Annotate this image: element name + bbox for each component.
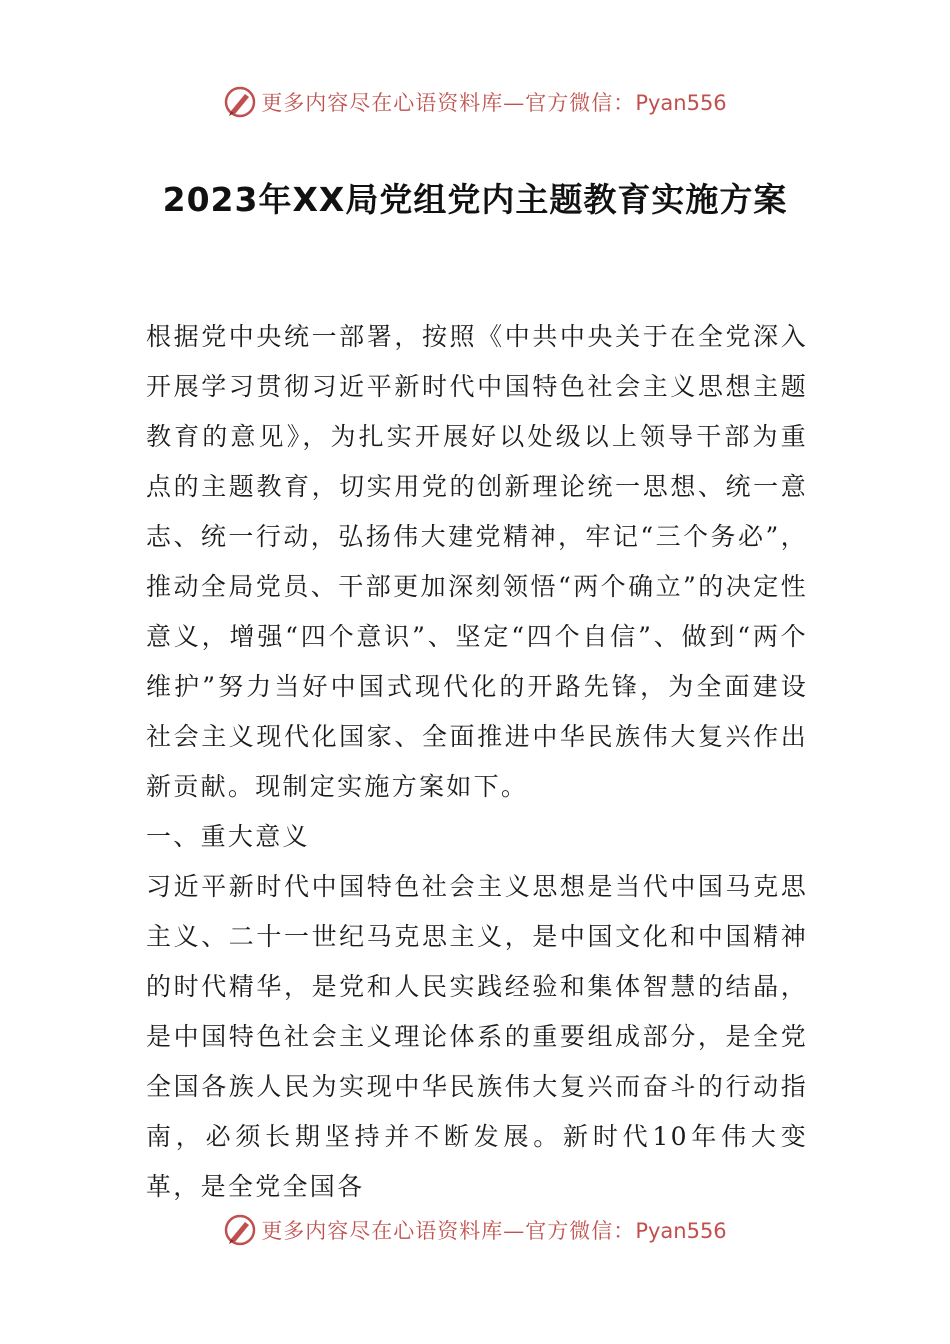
watermark-footer — [0, 1210, 950, 1250]
watermark-wechat-id: Pyan556 — [635, 91, 727, 115]
section-paragraph: 习近平新时代中国特色社会主义思想是当代中国马克思主义、二十一世纪马克思主义，是中国文化和中国精神的时代精华，是党和人民实践经验和集体智慧的结晶，是中国特色社会主义理论体系的重要组成部分，是全党全国各族人民为实现中华民族伟大复兴而奋斗的行动指南，必须长期坚持并不断发展。新时代10年伟大变革，是全党全国各 — [146, 872, 808, 1201]
intro-paragraph: 根据党中央统一部署，按照《中共中央关于在全党深入开展学习贯彻习近平新时代中国特色社会主义思想主题教育的意见》，为扎实开展好以处级以上领导干部为重点的主题教育，切实用党的创新理论统一思想、统一意志、统一行动，弘扬伟大建党精神，牢记“三个务必”，推动全局党员、干部更加深刻领悟“两个确立”的决定性意义，增强“四个意识”、坚定“四个自信”、做到“两个维护”努力当好中国式现代化的开路先锋，为全面建设社会主义现代化国家、全面推进中华民族伟大复兴作出新贡献。现制定实施方案如下。 — [146, 322, 808, 801]
watermark-wechat-id: Pyan556 — [635, 1219, 727, 1243]
pen-seal-icon — [223, 85, 257, 119]
section-heading: 一、重大意义 — [146, 822, 310, 851]
document-title: 2023年XX局党组党内主题教育实施方案 — [162, 180, 788, 219]
watermark-text: 更多内容尽在心语资料库—官方微信：Pyan556 — [261, 91, 727, 115]
watermark-header — [0, 82, 950, 122]
document-body — [146, 312, 808, 1212]
watermark-text: 更多内容尽在心语资料库—官方微信：Pyan556 — [261, 1219, 727, 1243]
pen-seal-icon — [223, 1213, 257, 1247]
